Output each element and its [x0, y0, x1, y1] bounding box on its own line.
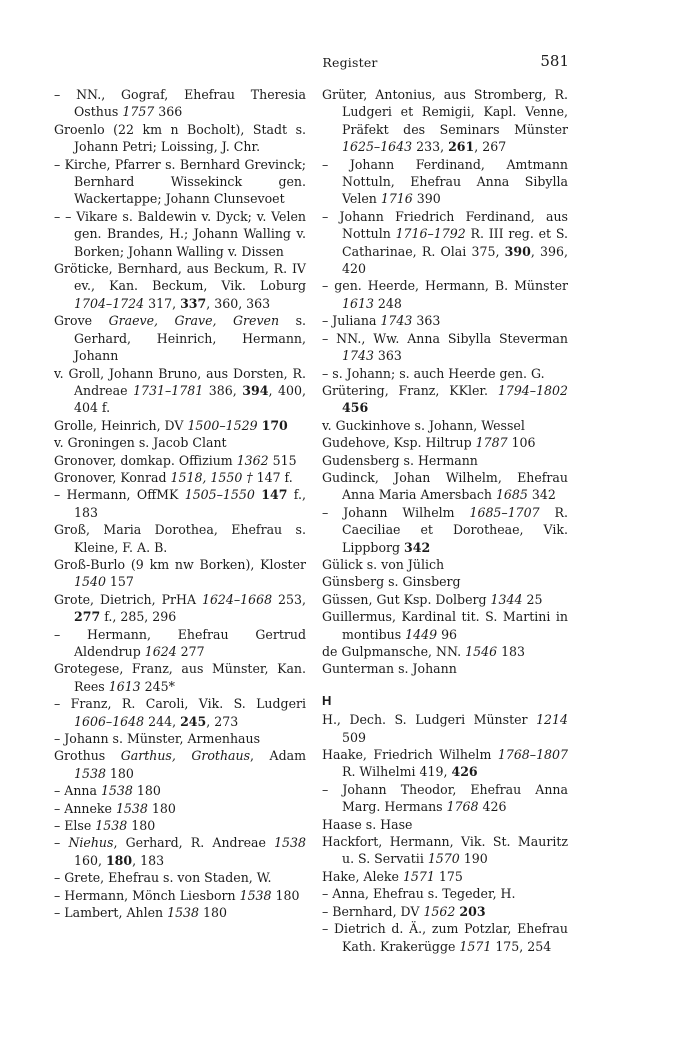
italic-text: 1538 [74, 765, 106, 781]
index-entry [54, 434, 306, 451]
italic-text: 1538 [167, 905, 200, 921]
italic-text: 1538 [115, 800, 148, 816]
italic-text: 1794–1802 [497, 382, 568, 398]
entry-text: 390 [412, 191, 441, 207]
entry-text: – [54, 835, 69, 851]
entry-text: R. III reg. et S. Catharinae, R. Olai 375, [342, 226, 568, 259]
entry-text: v. Groningen s. Jacob Clant [54, 435, 227, 451]
index-entry [322, 660, 568, 677]
bold-page-ref: 245 [180, 713, 207, 729]
index-subentry [322, 277, 568, 312]
entry-text: 180 [271, 887, 300, 903]
italic-text: 1787 [475, 435, 508, 451]
entry-text: f., 285, 296 [100, 609, 177, 625]
entry-text: – Johann Friedrich Ferdinand, aus Nottuln [322, 208, 568, 242]
entry-text: – Anneke [54, 800, 116, 816]
italic-text: 1500–1529 [187, 417, 258, 433]
index-entry [322, 556, 568, 573]
entry-text: 277 [176, 644, 205, 659]
entry-text: 363 [373, 348, 402, 364]
entry-text: 106 [507, 435, 536, 451]
entry-text: Gudensberg s. Hermann [322, 452, 478, 468]
index-subentry [322, 208, 568, 278]
index-entry [54, 469, 306, 486]
entry-text: Grüter, Antonius, aus Stromberg, R. Ludgeri et Remigii, Kapl. Venne, Präfekt des Seminars Münster [322, 87, 568, 137]
page-number: 581 [540, 52, 569, 70]
index-entry [54, 121, 306, 156]
entry-text: 515 [268, 452, 297, 468]
index-entry [322, 382, 568, 417]
entry-text: – s. Johann; s. auch Heerde gen. G. [322, 365, 545, 381]
entry-text: 248 [373, 295, 402, 311]
entry-text: Güssen, Gut Ksp. Dolberg [322, 591, 491, 607]
entry-text: R. Wilhelmi 419, [342, 764, 452, 780]
italic-text: 1716–1792 [395, 226, 466, 242]
entry-text: Hackfort, Hermann, Vik. St. Mauritz u. S. Servatii [322, 834, 568, 867]
bold-page-ref: 426 [451, 764, 478, 780]
entry-text: 233, [412, 139, 449, 155]
entry-text: , 396, 420 [342, 243, 568, 277]
bold-page-ref: 337 [180, 295, 207, 311]
italic-text: 1716 [380, 191, 413, 207]
entry-text: 317, [144, 295, 181, 311]
entry-text: – Hermann, Mönch Liesborn [54, 887, 240, 903]
entry-text: – Johann Wilhelm [322, 504, 470, 520]
italic-text: 1624 [144, 644, 177, 659]
entry-text: – Grete, Ehefrau s. von Staden, W. [54, 870, 272, 886]
entry-text: , 183 [132, 852, 165, 868]
entry-text: Haake, Friedrich Wilhelm [322, 747, 498, 763]
index-subentry [54, 695, 306, 730]
entry-text: 183 [497, 644, 526, 659]
italic-text: 1571 [459, 938, 492, 954]
entry-text: – gen. Heerde, Hermann, B. Münster [322, 278, 568, 294]
entry-text: de Gulpmansche, NN. [322, 644, 466, 659]
bold-page-ref: 170 [261, 417, 288, 433]
italic-text: 1518, 1550 † [170, 469, 253, 485]
index-subentry [54, 800, 306, 817]
italic-text: Garthus, Grothaus [120, 748, 251, 764]
italic-text: 1570 [427, 851, 460, 867]
index-entry [54, 452, 306, 469]
bold-page-ref: 277 [74, 609, 101, 625]
italic-text: 1613 [108, 678, 141, 694]
index-subentry [54, 486, 306, 521]
entry-text: – Johann Theodor, Ehefrau Anna Marg. Hermans [322, 781, 568, 815]
entry-text: Gronover, Konrad [54, 469, 171, 485]
entry-text: 175 [434, 868, 463, 884]
entry-text: 244, [144, 713, 181, 729]
entry-text: 366 [154, 104, 183, 120]
entry-text: Haase s. Hase [322, 816, 413, 832]
entry-text: 175, 254 [491, 938, 552, 954]
entry-text: Grothus [54, 748, 121, 764]
entry-text: – Juliana [322, 313, 381, 329]
right-column [322, 86, 568, 955]
entry-text: – Dietrich d. Ä., zum Potzlar, Ehefrau Kath. Krakerügge [322, 921, 568, 954]
bold-page-ref: 390 [504, 243, 531, 259]
italic-text: 1546 [465, 644, 498, 659]
entry-text: 342 [527, 487, 556, 503]
entry-text: 509 [342, 729, 366, 745]
entry-text: Grove [54, 313, 109, 329]
entry-text: 180 [199, 905, 227, 921]
italic-text: 1449 [405, 626, 438, 642]
entry-text: 96 [437, 626, 458, 642]
index-subentry [54, 208, 306, 260]
italic-text: 1768–1807 [497, 747, 568, 763]
entry-text: , 267 [474, 139, 507, 155]
italic-text: 1743 [342, 348, 374, 364]
index-entry [322, 833, 568, 868]
entry-text: 180 [127, 818, 156, 834]
italic-text: 1625–1643 [342, 139, 413, 155]
entry-text: Gudehove, Ksp. Hiltrup [322, 435, 476, 451]
index-entry [54, 747, 306, 782]
index-subentry [54, 834, 306, 869]
index-entry [322, 711, 568, 746]
italic-text: 1768 [446, 799, 479, 815]
entry-text: Gronover, domkap. Offizium [54, 452, 237, 468]
left-column [54, 86, 306, 922]
entry-text: 160, [74, 852, 106, 868]
index-entry [54, 417, 306, 434]
index-entry [322, 746, 568, 781]
bold-page-ref: 261 [448, 139, 475, 155]
italic-text: 1214 [536, 712, 568, 728]
entry-text: – Anna, Ehefrau s. Tegeder, H. [322, 886, 516, 902]
index-subentry [54, 156, 306, 208]
entry-text: – Else [54, 818, 96, 834]
italic-text: 1685 [495, 487, 528, 503]
entry-text: 253, [272, 591, 306, 607]
index-subentry [322, 781, 568, 816]
index-subentry [322, 330, 568, 365]
index-subentry [322, 365, 568, 382]
italic-text: 1344 [490, 591, 523, 607]
entry-text: – Anna [54, 783, 101, 799]
running-head [0, 52, 700, 74]
index-subentry [54, 86, 306, 121]
index-entry [322, 608, 568, 643]
entry-text: 245* [140, 678, 175, 694]
entry-text: R. Caeciliae et Dorotheae, Vik. Lippborg [342, 504, 568, 555]
entry-text: – Franz, R. Caroli, Vik. S. Ludgeri [54, 696, 306, 712]
italic-text: 1562 [423, 903, 456, 919]
index-subentry [322, 885, 568, 902]
entry-text: – NN., Ww. Anna Sibylla Steverman [322, 330, 568, 346]
index-entry [54, 365, 306, 417]
italic-text: 1704–1724 [74, 295, 145, 311]
italic-text: 1606–1648 [74, 713, 145, 729]
entry-text: Hake, Aleke [322, 868, 403, 884]
index-entry [54, 556, 306, 591]
entry-text: – – Vikare s. Baldewin v. Dyck; v. Velen gen. Brandes, H.; Johann Walling v. Borken; Johann Walling v. Dissen [54, 208, 306, 259]
italic-text: 1757 [122, 104, 155, 120]
entry-text: – Hermann, OffMK [54, 487, 185, 503]
section-letter-heading: H [322, 692, 332, 708]
entry-text: Gülick s. von Jülich [322, 556, 445, 572]
index-entry [322, 86, 568, 156]
italic-text: 1743 [380, 313, 413, 329]
entry-text: , 360, 363 [206, 295, 271, 311]
italic-text: 1571 [402, 868, 435, 884]
bold-page-ref: 203 [459, 903, 486, 919]
entry-text: 147 f. [252, 469, 293, 485]
italic-text: 1538 [95, 818, 128, 834]
entry-text: – Lambert, Ahlen [54, 905, 168, 921]
entry-text: 180 [132, 783, 161, 799]
entry-text: 157 [105, 574, 134, 590]
entry-text: – Kirche, Pfarrer s. Bernhard Grevinck; Bernhard Wissekinck gen. Wackertappe; Johann Clunsevoet [54, 156, 306, 207]
index-subentry [54, 904, 306, 921]
entry-text: 180 [105, 765, 134, 781]
index-entry [322, 452, 568, 469]
index-entry [322, 643, 568, 660]
italic-text: 1731–1781 [133, 382, 204, 398]
running-head-title: Register [322, 55, 378, 70]
index-entry [322, 417, 568, 434]
entry-text: Groenlo (22 km n Bocholt), Stadt s. Johann Petri; Loissing, J. Chr. [54, 121, 306, 155]
entry-text: , Adam [250, 748, 306, 764]
index-subentry [54, 887, 306, 904]
entry-text: Gröticke, Bernhard, aus Beckum, R. IV ev., Kan. Beckum, Vik. Loburg [54, 261, 306, 294]
entry-text: – NN., Gograf, Ehefrau Theresia Osthus [54, 87, 306, 120]
italic-text: 1685–1707 [469, 504, 540, 520]
index-entry [54, 660, 306, 695]
entry-text: 426 [478, 799, 507, 815]
index-subentry [322, 903, 568, 920]
index-subentry [54, 869, 306, 886]
entry-text: – Johann Ferdinand, Amtmann Nottuln, Ehefrau Anna Sibylla Velen [322, 156, 568, 207]
index-entry [322, 591, 568, 608]
entry-text: 180 [147, 800, 176, 816]
bold-page-ref: 180 [105, 852, 133, 868]
entry-text: Gunterman s. Johann [322, 661, 457, 677]
entry-text: , 400, 404 f. [74, 382, 306, 416]
entry-text: Groß, Maria Dorothea, Ehefrau s. Kleine, F. A. B. [54, 522, 306, 555]
index-entry [322, 868, 568, 885]
bold-page-ref: 147 [261, 487, 288, 503]
entry-text: Guillermus, Kardinal tit. S. Martini in montibus [322, 609, 568, 642]
entry-text: – Johann s. Münster, Armenhaus [54, 731, 261, 747]
entry-text: Grotegese, Franz, aus Münster, Kan. Rees [54, 661, 306, 694]
bold-page-ref: 394 [242, 382, 269, 398]
index-subentry [322, 156, 568, 208]
italic-text: 1538 [100, 783, 133, 799]
index-subentry [322, 312, 568, 329]
index-entry [322, 573, 568, 590]
entry-text: s. Gerhard, Heinrich, Hermann, Johann [74, 313, 307, 364]
index-entry [322, 434, 568, 451]
italic-text: Niehus [68, 835, 114, 851]
italic-text: 1505–1550 [184, 487, 255, 503]
entry-text: H., Dech. S. Ludgeri Münster [322, 712, 537, 728]
index-subentry [322, 920, 568, 955]
index-entry [54, 521, 306, 556]
entry-text: 190 [459, 851, 488, 867]
italic-text: Graeve, Grave, Greven [108, 313, 280, 329]
index-subentry [54, 730, 306, 747]
bold-page-ref: 342 [404, 539, 431, 555]
italic-text: 1362 [236, 452, 269, 468]
italic-text: 1624–1668 [201, 591, 273, 607]
entry-text: , Gerhard, R. Andreae [113, 835, 275, 851]
entry-text: – Bernhard, DV [322, 903, 424, 919]
index-subentry [322, 504, 568, 556]
italic-text: 1540 [74, 574, 106, 590]
index-subentry [54, 626, 306, 661]
index-entry [54, 591, 306, 626]
index-entry [54, 260, 306, 312]
index-entry [322, 816, 568, 833]
entry-text: , 273 [206, 713, 239, 729]
index-entry [322, 469, 568, 504]
entry-text: Grütering, Franz, KKler. [322, 382, 498, 398]
index-subentry [54, 782, 306, 799]
entry-text: Groß-Burlo (9 km nw Borken), Kloster [54, 556, 306, 572]
entry-text: 363 [412, 313, 441, 329]
entry-text: 25 [522, 591, 543, 607]
entry-text: 386, [203, 382, 243, 398]
index-subentry [54, 817, 306, 834]
index-entry [54, 312, 306, 364]
entry-text: v. Guckinhove s. Johann, Wessel [322, 417, 525, 433]
entry-text: f., 183 [74, 487, 306, 520]
entry-text: Günsberg s. Ginsberg [322, 574, 461, 590]
entry-text: v. Groll, Johann Bruno, aus Dorsten, R. Andreae [54, 365, 306, 398]
entry-text: Grote, Dietrich, PrHA [54, 591, 202, 607]
italic-text: 1538 [239, 887, 272, 903]
entry-text: – Hermann, Ehefrau Gertrud Aldendrup [54, 626, 306, 659]
bold-page-ref: 456 [342, 400, 369, 416]
italic-text: 1538 [274, 835, 306, 851]
entry-text: Gudinck, Johan Wilhelm, Ehefrau Anna Maria Amersbach [322, 469, 568, 503]
entry-text: Grolle, Heinrich, DV [54, 417, 188, 433]
italic-text: 1613 [342, 295, 374, 311]
